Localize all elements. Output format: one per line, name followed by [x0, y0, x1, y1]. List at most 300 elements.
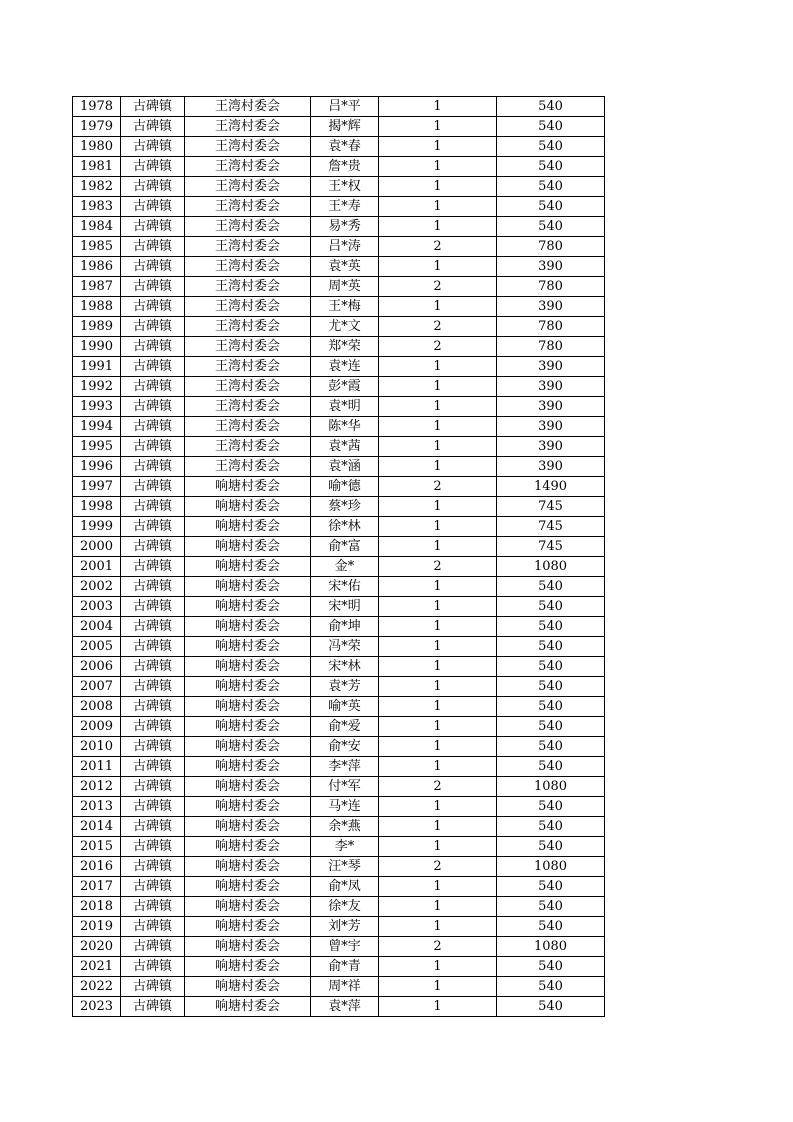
table-row [73, 837, 605, 857]
row-number-cell: 2012 [73, 777, 121, 797]
row-number-cell: 1983 [73, 197, 121, 217]
household-count-cell: 1 [379, 617, 497, 637]
household-count-cell: 1 [379, 357, 497, 377]
amount-cell: 1080 [497, 937, 605, 957]
table-row [73, 997, 605, 1017]
row-number-cell: 2009 [73, 717, 121, 737]
amount-cell: 540 [497, 597, 605, 617]
row-number-cell: 1991 [73, 357, 121, 377]
village-committee-cell: 王湾村委会 [185, 97, 311, 117]
household-count-cell: 1 [379, 697, 497, 717]
row-number-cell: 2019 [73, 917, 121, 937]
town-cell: 古碑镇 [121, 977, 185, 997]
table-row [73, 737, 605, 757]
name-cell: 吕*涛 [311, 237, 379, 257]
name-cell: 喻*英 [311, 697, 379, 717]
town-cell: 古碑镇 [121, 677, 185, 697]
town-cell: 古碑镇 [121, 537, 185, 557]
household-count-cell: 1 [379, 217, 497, 237]
name-cell: 俞*富 [311, 537, 379, 557]
household-count-cell: 1 [379, 497, 497, 517]
name-cell: 吕*平 [311, 97, 379, 117]
household-count-cell: 2 [379, 777, 497, 797]
name-cell: 易*秀 [311, 217, 379, 237]
town-cell: 古碑镇 [121, 437, 185, 457]
town-cell: 古碑镇 [121, 157, 185, 177]
amount-cell: 1080 [497, 777, 605, 797]
village-committee-cell: 王湾村委会 [185, 197, 311, 217]
table-row [73, 317, 605, 337]
village-committee-cell: 响塘村委会 [185, 657, 311, 677]
table-row [73, 357, 605, 377]
village-committee-cell: 响塘村委会 [185, 877, 311, 897]
village-committee-cell: 王湾村委会 [185, 157, 311, 177]
household-count-cell: 2 [379, 857, 497, 877]
amount-cell: 390 [497, 437, 605, 457]
row-number-cell: 2014 [73, 817, 121, 837]
household-count-cell: 2 [379, 237, 497, 257]
name-cell: 金* [311, 557, 379, 577]
amount-cell: 745 [497, 517, 605, 537]
village-committee-cell: 响塘村委会 [185, 977, 311, 997]
town-cell: 古碑镇 [121, 197, 185, 217]
town-cell: 古碑镇 [121, 457, 185, 477]
table-row [73, 137, 605, 157]
village-committee-cell: 响塘村委会 [185, 817, 311, 837]
table-row [73, 797, 605, 817]
village-committee-cell: 响塘村委会 [185, 477, 311, 497]
village-committee-cell: 响塘村委会 [185, 697, 311, 717]
household-count-cell: 1 [379, 717, 497, 737]
subsidy-table [72, 96, 605, 1017]
row-number-cell: 2013 [73, 797, 121, 817]
household-count-cell: 1 [379, 197, 497, 217]
town-cell: 古碑镇 [121, 757, 185, 777]
amount-cell: 1080 [497, 857, 605, 877]
table-row [73, 697, 605, 717]
amount-cell: 1490 [497, 477, 605, 497]
table-row [73, 417, 605, 437]
name-cell: 尤*文 [311, 317, 379, 337]
household-count-cell: 1 [379, 977, 497, 997]
household-count-cell: 1 [379, 837, 497, 857]
name-cell: 宋*佑 [311, 577, 379, 597]
row-number-cell: 2001 [73, 557, 121, 577]
amount-cell: 540 [497, 157, 605, 177]
table-row [73, 497, 605, 517]
amount-cell: 540 [497, 957, 605, 977]
town-cell: 古碑镇 [121, 617, 185, 637]
village-committee-cell: 王湾村委会 [185, 277, 311, 297]
table-row [73, 337, 605, 357]
name-cell: 宋*林 [311, 657, 379, 677]
amount-cell: 540 [497, 917, 605, 937]
amount-cell: 540 [497, 637, 605, 657]
household-count-cell: 2 [379, 937, 497, 957]
table-row [73, 957, 605, 977]
household-count-cell: 2 [379, 477, 497, 497]
row-number-cell: 1985 [73, 237, 121, 257]
name-cell: 王*梅 [311, 297, 379, 317]
town-cell: 古碑镇 [121, 377, 185, 397]
town-cell: 古碑镇 [121, 317, 185, 337]
table-row [73, 677, 605, 697]
table-row [73, 657, 605, 677]
name-cell: 袁*涵 [311, 457, 379, 477]
table-row [73, 437, 605, 457]
name-cell: 郑*荣 [311, 337, 379, 357]
village-committee-cell: 王湾村委会 [185, 117, 311, 137]
row-number-cell: 1982 [73, 177, 121, 197]
table-row [73, 637, 605, 657]
town-cell: 古碑镇 [121, 517, 185, 537]
table-row [73, 517, 605, 537]
name-cell: 俞*青 [311, 957, 379, 977]
amount-cell: 540 [497, 877, 605, 897]
household-count-cell: 1 [379, 917, 497, 937]
table-body [73, 97, 605, 1017]
village-committee-cell: 王湾村委会 [185, 337, 311, 357]
household-count-cell: 1 [379, 757, 497, 777]
town-cell: 古碑镇 [121, 737, 185, 757]
amount-cell: 390 [497, 397, 605, 417]
row-number-cell: 2020 [73, 937, 121, 957]
household-count-cell: 1 [379, 157, 497, 177]
row-number-cell: 2005 [73, 637, 121, 657]
table-row [73, 777, 605, 797]
table-row [73, 377, 605, 397]
village-committee-cell: 王湾村委会 [185, 457, 311, 477]
town-cell: 古碑镇 [121, 817, 185, 837]
village-committee-cell: 王湾村委会 [185, 417, 311, 437]
row-number-cell: 2021 [73, 957, 121, 977]
amount-cell: 540 [497, 617, 605, 637]
town-cell: 古碑镇 [121, 877, 185, 897]
table-row [73, 297, 605, 317]
name-cell: 冯*荣 [311, 637, 379, 657]
village-committee-cell: 响塘村委会 [185, 757, 311, 777]
row-number-cell: 2008 [73, 697, 121, 717]
town-cell: 古碑镇 [121, 897, 185, 917]
town-cell: 古碑镇 [121, 357, 185, 377]
town-cell: 古碑镇 [121, 777, 185, 797]
name-cell: 宋*明 [311, 597, 379, 617]
name-cell: 袁*茜 [311, 437, 379, 457]
row-number-cell: 1999 [73, 517, 121, 537]
name-cell: 袁*芳 [311, 677, 379, 697]
household-count-cell: 1 [379, 177, 497, 197]
amount-cell: 780 [497, 237, 605, 257]
town-cell: 古碑镇 [121, 497, 185, 517]
village-committee-cell: 王湾村委会 [185, 377, 311, 397]
household-count-cell: 1 [379, 817, 497, 837]
household-count-cell: 1 [379, 657, 497, 677]
amount-cell: 540 [497, 977, 605, 997]
table-row [73, 897, 605, 917]
town-cell: 古碑镇 [121, 857, 185, 877]
household-count-cell: 2 [379, 557, 497, 577]
household-count-cell: 1 [379, 577, 497, 597]
row-number-cell: 2006 [73, 657, 121, 677]
town-cell: 古碑镇 [121, 997, 185, 1017]
row-number-cell: 1994 [73, 417, 121, 437]
name-cell: 徐*林 [311, 517, 379, 537]
village-committee-cell: 响塘村委会 [185, 937, 311, 957]
name-cell: 揭*辉 [311, 117, 379, 137]
household-count-cell: 1 [379, 97, 497, 117]
name-cell: 付*军 [311, 777, 379, 797]
village-committee-cell: 王湾村委会 [185, 297, 311, 317]
name-cell: 袁*明 [311, 397, 379, 417]
name-cell: 李*萍 [311, 757, 379, 777]
village-committee-cell: 响塘村委会 [185, 637, 311, 657]
amount-cell: 540 [497, 897, 605, 917]
town-cell: 古碑镇 [121, 557, 185, 577]
name-cell: 俞*爱 [311, 717, 379, 737]
household-count-cell: 1 [379, 517, 497, 537]
amount-cell: 390 [497, 357, 605, 377]
row-number-cell: 1990 [73, 337, 121, 357]
amount-cell: 540 [497, 797, 605, 817]
name-cell: 喻*德 [311, 477, 379, 497]
town-cell: 古碑镇 [121, 117, 185, 137]
village-committee-cell: 响塘村委会 [185, 617, 311, 637]
name-cell: 俞*安 [311, 737, 379, 757]
village-committee-cell: 王湾村委会 [185, 217, 311, 237]
household-count-cell: 2 [379, 317, 497, 337]
town-cell: 古碑镇 [121, 137, 185, 157]
row-number-cell: 1989 [73, 317, 121, 337]
village-committee-cell: 响塘村委会 [185, 797, 311, 817]
name-cell: 余*燕 [311, 817, 379, 837]
row-number-cell: 1979 [73, 117, 121, 137]
village-committee-cell: 王湾村委会 [185, 357, 311, 377]
table-row [73, 177, 605, 197]
amount-cell: 540 [497, 997, 605, 1017]
amount-cell: 540 [497, 177, 605, 197]
town-cell: 古碑镇 [121, 697, 185, 717]
town-cell: 古碑镇 [121, 577, 185, 597]
row-number-cell: 2023 [73, 997, 121, 1017]
amount-cell: 745 [497, 497, 605, 517]
town-cell: 古碑镇 [121, 417, 185, 437]
table-row [73, 537, 605, 557]
amount-cell: 780 [497, 337, 605, 357]
village-committee-cell: 响塘村委会 [185, 557, 311, 577]
table-row [73, 577, 605, 597]
name-cell: 袁*萍 [311, 997, 379, 1017]
row-number-cell: 1997 [73, 477, 121, 497]
row-number-cell: 2010 [73, 737, 121, 757]
table-row [73, 197, 605, 217]
household-count-cell: 1 [379, 117, 497, 137]
amount-cell: 540 [497, 817, 605, 837]
amount-cell: 540 [497, 757, 605, 777]
household-count-cell: 1 [379, 137, 497, 157]
town-cell: 古碑镇 [121, 597, 185, 617]
village-committee-cell: 响塘村委会 [185, 497, 311, 517]
household-count-cell: 2 [379, 337, 497, 357]
household-count-cell: 1 [379, 257, 497, 277]
household-count-cell: 1 [379, 397, 497, 417]
name-cell: 周*祥 [311, 977, 379, 997]
village-committee-cell: 响塘村委会 [185, 677, 311, 697]
household-count-cell: 1 [379, 677, 497, 697]
row-number-cell: 2018 [73, 897, 121, 917]
row-number-cell: 2022 [73, 977, 121, 997]
town-cell: 古碑镇 [121, 657, 185, 677]
town-cell: 古碑镇 [121, 257, 185, 277]
row-number-cell: 1987 [73, 277, 121, 297]
name-cell: 陈*华 [311, 417, 379, 437]
row-number-cell: 2007 [73, 677, 121, 697]
row-number-cell: 2002 [73, 577, 121, 597]
amount-cell: 540 [497, 837, 605, 857]
village-committee-cell: 响塘村委会 [185, 577, 311, 597]
village-committee-cell: 响塘村委会 [185, 837, 311, 857]
household-count-cell: 1 [379, 377, 497, 397]
village-committee-cell: 王湾村委会 [185, 137, 311, 157]
name-cell: 詹*贵 [311, 157, 379, 177]
name-cell: 彭*霞 [311, 377, 379, 397]
town-cell: 古碑镇 [121, 237, 185, 257]
village-committee-cell: 响塘村委会 [185, 597, 311, 617]
household-count-cell: 1 [379, 637, 497, 657]
village-committee-cell: 响塘村委会 [185, 957, 311, 977]
table-row [73, 717, 605, 737]
table-row [73, 597, 605, 617]
village-committee-cell: 王湾村委会 [185, 437, 311, 457]
household-count-cell: 1 [379, 877, 497, 897]
table-row [73, 457, 605, 477]
table-row [73, 757, 605, 777]
town-cell: 古碑镇 [121, 797, 185, 817]
town-cell: 古碑镇 [121, 937, 185, 957]
amount-cell: 540 [497, 577, 605, 597]
table-row [73, 937, 605, 957]
table-row [73, 237, 605, 257]
village-committee-cell: 响塘村委会 [185, 997, 311, 1017]
amount-cell: 780 [497, 277, 605, 297]
row-number-cell: 1981 [73, 157, 121, 177]
name-cell: 袁*连 [311, 357, 379, 377]
row-number-cell: 1988 [73, 297, 121, 317]
table-row [73, 877, 605, 897]
amount-cell: 540 [497, 117, 605, 137]
town-cell: 古碑镇 [121, 177, 185, 197]
name-cell: 王*寿 [311, 197, 379, 217]
row-number-cell: 2003 [73, 597, 121, 617]
household-count-cell: 2 [379, 277, 497, 297]
row-number-cell: 2016 [73, 857, 121, 877]
row-number-cell: 1996 [73, 457, 121, 477]
village-committee-cell: 响塘村委会 [185, 737, 311, 757]
name-cell: 刘*芳 [311, 917, 379, 937]
name-cell: 俞*坤 [311, 617, 379, 637]
amount-cell: 540 [497, 657, 605, 677]
name-cell: 李* [311, 837, 379, 857]
amount-cell: 390 [497, 297, 605, 317]
table-row [73, 117, 605, 137]
name-cell: 周*英 [311, 277, 379, 297]
amount-cell: 540 [497, 137, 605, 157]
household-count-cell: 1 [379, 457, 497, 477]
town-cell: 古碑镇 [121, 97, 185, 117]
row-number-cell: 1984 [73, 217, 121, 237]
row-number-cell: 1978 [73, 97, 121, 117]
row-number-cell: 1993 [73, 397, 121, 417]
village-committee-cell: 响塘村委会 [185, 857, 311, 877]
village-committee-cell: 王湾村委会 [185, 177, 311, 197]
amount-cell: 390 [497, 257, 605, 277]
amount-cell: 745 [497, 537, 605, 557]
household-count-cell: 1 [379, 797, 497, 817]
town-cell: 古碑镇 [121, 717, 185, 737]
town-cell: 古碑镇 [121, 917, 185, 937]
name-cell: 徐*友 [311, 897, 379, 917]
table-row [73, 477, 605, 497]
town-cell: 古碑镇 [121, 277, 185, 297]
row-number-cell: 1998 [73, 497, 121, 517]
table-row [73, 397, 605, 417]
town-cell: 古碑镇 [121, 957, 185, 977]
row-number-cell: 1995 [73, 437, 121, 457]
town-cell: 古碑镇 [121, 837, 185, 857]
household-count-cell: 1 [379, 297, 497, 317]
village-committee-cell: 响塘村委会 [185, 897, 311, 917]
household-count-cell: 1 [379, 597, 497, 617]
table-row [73, 277, 605, 297]
row-number-cell: 2004 [73, 617, 121, 637]
amount-cell: 540 [497, 97, 605, 117]
amount-cell: 540 [497, 677, 605, 697]
town-cell: 古碑镇 [121, 397, 185, 417]
name-cell: 俞*凤 [311, 877, 379, 897]
name-cell: 马*连 [311, 797, 379, 817]
household-count-cell: 1 [379, 417, 497, 437]
household-count-cell: 1 [379, 537, 497, 557]
household-count-cell: 1 [379, 737, 497, 757]
town-cell: 古碑镇 [121, 337, 185, 357]
name-cell: 王*权 [311, 177, 379, 197]
name-cell: 袁*英 [311, 257, 379, 277]
town-cell: 古碑镇 [121, 297, 185, 317]
name-cell: 汪*琴 [311, 857, 379, 877]
village-committee-cell: 响塘村委会 [185, 777, 311, 797]
table-row [73, 857, 605, 877]
table-row [73, 557, 605, 577]
row-number-cell: 1986 [73, 257, 121, 277]
amount-cell: 540 [497, 217, 605, 237]
table-row [73, 617, 605, 637]
amount-cell: 540 [497, 697, 605, 717]
town-cell: 古碑镇 [121, 217, 185, 237]
household-count-cell: 1 [379, 437, 497, 457]
table-row [73, 157, 605, 177]
row-number-cell: 1992 [73, 377, 121, 397]
table-row [73, 817, 605, 837]
name-cell: 蔡*珍 [311, 497, 379, 517]
household-count-cell: 1 [379, 997, 497, 1017]
amount-cell: 390 [497, 457, 605, 477]
village-committee-cell: 王湾村委会 [185, 257, 311, 277]
amount-cell: 540 [497, 197, 605, 217]
village-committee-cell: 响塘村委会 [185, 517, 311, 537]
table-row [73, 257, 605, 277]
row-number-cell: 2015 [73, 837, 121, 857]
household-count-cell: 1 [379, 897, 497, 917]
table-row [73, 217, 605, 237]
